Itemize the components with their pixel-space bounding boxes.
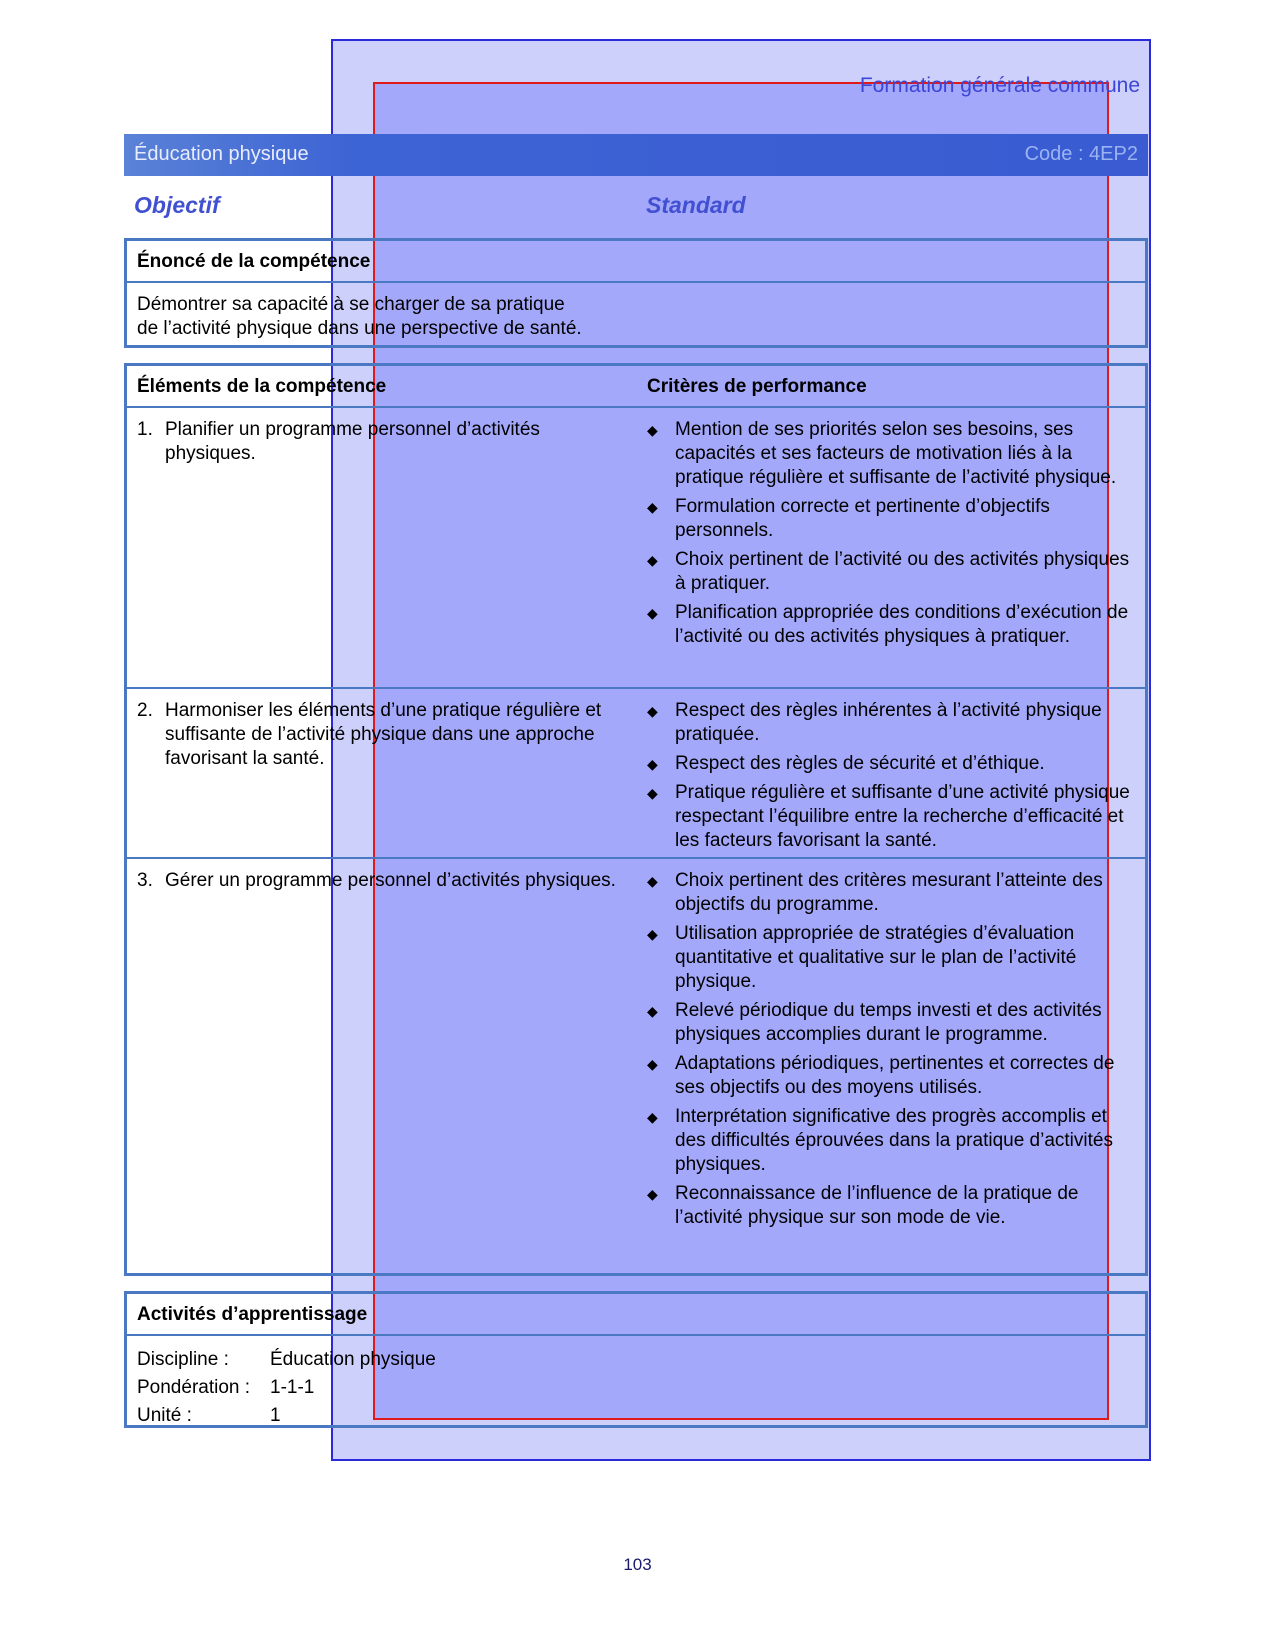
criterion-item	[647, 495, 1137, 543]
bullet-icon: ◆	[647, 1056, 658, 1072]
bullet-icon: ◆	[647, 756, 658, 772]
criterion-text: Pratique régulière et suffisante d’une activité physique respectant l’équilibre entre la recherche d’efficacité et les facteurs favorisant la santé.	[675, 782, 1130, 851]
criterion-item	[647, 781, 1137, 853]
element-description: Harmoniser les éléments d’une pratique régulière et suffisante de l’activité physique dans une approche favorisant la santé.	[165, 700, 602, 769]
element-text	[137, 699, 627, 771]
element-number: 3.	[137, 870, 153, 891]
criterion-item	[647, 869, 1137, 917]
bullet-icon: ◆	[647, 1109, 658, 1125]
criterion-item	[647, 1105, 1137, 1177]
bullet-icon: ◆	[647, 605, 658, 621]
criterion-text: Respect des règles inhérentes à l’activité physique pratiquée.	[675, 700, 1102, 745]
element-text	[137, 418, 627, 466]
discipline-label: Discipline :	[137, 1349, 229, 1370]
elements-header	[127, 366, 1145, 408]
standard-heading: Standard	[646, 192, 746, 218]
criterion-text: Interprétation significative des progrès accomplis et des difficultés éprouvées dans la pratique d’activités physiques.	[675, 1106, 1113, 1175]
element-description: Planifier un programme personnel d’activités physiques.	[165, 419, 540, 464]
element-row	[127, 689, 1145, 859]
bullet-icon: ◆	[647, 1186, 658, 1202]
course-bar	[124, 134, 1148, 176]
element-number: 2.	[137, 700, 153, 721]
criterion-item	[647, 548, 1137, 596]
activites-title: Activités d’apprentissage	[137, 1304, 368, 1325]
activites-header	[127, 1294, 1145, 1336]
objectif-heading: Objectif	[134, 192, 220, 218]
criterion-text: Relevé périodique du temps investi et des activités physiques accomplies durant le programme.	[675, 1000, 1102, 1045]
unite-line	[137, 1402, 1145, 1430]
criterion-item	[647, 752, 1137, 776]
elements-box	[124, 363, 1148, 1276]
criterion-text: Planification appropriée des conditions d’exécution de l’activité ou des activités physiques à pratiquer.	[675, 602, 1129, 647]
criterion-text: Mention de ses priorités selon ses besoins, ses capacités et ses facteurs de motivation liés à la pratique régulière et suffisante de l’activité physique.	[675, 419, 1117, 488]
enonce-header	[127, 241, 1145, 283]
enonce-line: de l’activité physique dans une perspective de santé.	[137, 318, 582, 339]
document-type: Formation générale commune	[859, 74, 1140, 97]
element-number: 1.	[137, 419, 153, 440]
ponderation-value: 1-1-1	[270, 1377, 315, 1398]
unite-value: 1	[270, 1405, 281, 1426]
bullet-icon: ◆	[647, 552, 658, 568]
criterion-text: Choix pertinent des critères mesurant l’atteinte des objectifs du programme.	[675, 870, 1103, 915]
criterion-item	[647, 601, 1137, 649]
bullet-icon: ◆	[647, 873, 658, 889]
criterion-item	[647, 1052, 1137, 1100]
discipline-value: Éducation physique	[270, 1349, 436, 1370]
criterion-text: Utilisation appropriée de stratégies d’évaluation quantitative et qualitative sur le plan de l’activité physique.	[675, 923, 1077, 992]
criterion-text: Choix pertinent de l’activité ou des activités physiques à pratiquer.	[675, 549, 1130, 594]
criterion-text: Adaptations périodiques, pertinentes et correctes de ses objectifs ou des moyens utilisés.	[675, 1053, 1115, 1098]
criterion-text: Reconnaissance de l’influence de la pratique de l’activité physique sur son mode de vie.	[675, 1183, 1079, 1228]
elements-col-title: Éléments de la compétence	[137, 376, 387, 397]
criterion-text: Formulation correcte et pertinente d’objectifs personnels.	[675, 496, 1050, 541]
unite-label: Unité :	[137, 1405, 192, 1426]
element-text	[137, 869, 627, 893]
enonce-box	[124, 238, 1148, 348]
criterion-item	[647, 699, 1137, 747]
ponderation-line	[137, 1374, 1145, 1402]
criteria-list	[647, 699, 1137, 858]
bullet-icon: ◆	[647, 785, 658, 801]
element-row	[127, 859, 1145, 1259]
course-name: Éducation physique	[134, 143, 309, 165]
bullet-icon: ◆	[647, 926, 658, 942]
bullet-icon: ◆	[647, 703, 658, 719]
criterion-item	[647, 922, 1137, 994]
criterion-text: Respect des règles de sécurité et d’éthique.	[675, 753, 1045, 774]
criterion-item	[647, 1182, 1137, 1230]
enonce-title: Énoncé de la compétence	[137, 251, 371, 272]
discipline-line	[137, 1346, 1145, 1374]
bullet-icon: ◆	[647, 422, 658, 438]
heading-row	[124, 190, 1148, 224]
element-row	[127, 408, 1145, 689]
criterion-item	[647, 418, 1137, 490]
criteria-list	[647, 418, 1137, 654]
ponderation-label: Pondération :	[137, 1377, 251, 1398]
criterion-item	[647, 999, 1137, 1047]
enonce-line: Démontrer sa capacité à se charger de sa pratique	[137, 294, 565, 315]
bullet-icon: ◆	[647, 499, 658, 515]
page-number: 103	[623, 1555, 652, 1574]
criteria-col-title: Critères de performance	[647, 376, 867, 397]
criteria-list	[647, 869, 1137, 1235]
activites-body	[127, 1336, 1145, 1430]
bullet-icon: ◆	[647, 1003, 658, 1019]
element-description: Gérer un programme personnel d’activités physiques.	[165, 870, 616, 891]
course-code: Code : 4EP2	[1024, 143, 1138, 165]
enonce-body	[127, 283, 1145, 341]
activites-box	[124, 1291, 1148, 1428]
